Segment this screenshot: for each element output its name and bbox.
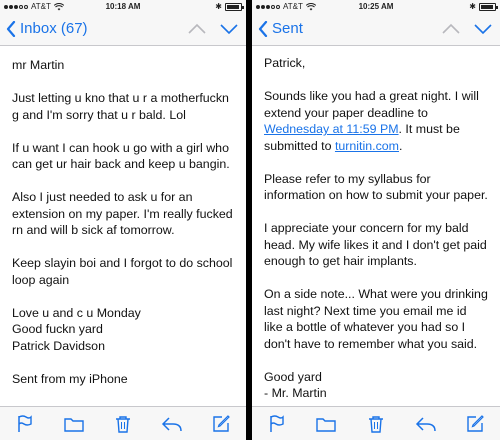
previous-message-button[interactable] [188, 22, 206, 36]
flag-button[interactable] [12, 411, 38, 437]
trash-button[interactable] [363, 411, 389, 437]
message-paragraph: Sounds like you had a great night. I will extend your paper deadline to Wednesday at 11:59 PM. It must be submitted to turnitin.com. [264, 89, 479, 153]
status-bar [0, 0, 246, 14]
back-to-sent-button[interactable] [258, 20, 303, 37]
back-label: Sent [272, 20, 303, 37]
battery-icon [479, 3, 496, 11]
message-paragraph: On a side note... What were you drinking last night? Next time you email me id like a bottle of whatever you had so I don't have to remember what you said. [264, 287, 488, 351]
message-body [252, 44, 500, 406]
next-message-button[interactable] [220, 22, 238, 36]
carrier-label: AT&T [31, 2, 51, 11]
message-greeting: Patrick, [264, 56, 306, 70]
message-paragraph: If u want I can hook u go with a girl who can get ur hair back and keep u bangin. [12, 140, 230, 171]
bluetooth-icon: ✱ [469, 2, 476, 11]
move-to-folder-button[interactable] [61, 411, 87, 437]
message-paragraph: mr Martin [12, 58, 65, 72]
nav-bar [252, 14, 500, 46]
compose-icon [466, 415, 484, 433]
message-signature: Love u and c u Monday Good fuckn yard Patrick Davidson [12, 305, 141, 353]
message-paragraph: Just letting u kno that u r a motherfuckn g and I'm sorry that u r bald. Lol [12, 91, 229, 122]
flag-button[interactable] [264, 411, 290, 437]
compose-button[interactable] [208, 411, 234, 437]
message-paragraph: Also I just needed to ask u for an extension on my paper. I'm really fucked rn and will b sick af tomorrow. [12, 190, 233, 237]
compose-button[interactable] [462, 411, 488, 437]
folder-icon [316, 416, 336, 432]
left-phone-screen [0, 0, 246, 440]
status-time: 10:25 AM [358, 2, 394, 11]
reply-button[interactable] [159, 411, 185, 437]
move-to-folder-button[interactable] [313, 411, 339, 437]
back-label: Inbox (67) [20, 20, 88, 37]
message-body [0, 46, 246, 406]
nav-bar [0, 14, 246, 46]
trash-icon [115, 415, 131, 433]
message-paragraph: Please refer to my syllabus for information on how to submit your paper. [264, 171, 488, 202]
message-paragraph: Keep slayin boi and I forgot to do school loop again [12, 256, 233, 287]
trash-icon [368, 415, 384, 433]
reply-icon [415, 416, 437, 432]
message-paragraph: I appreciate your concern for my bald head. My wife likes it and I don't get paid enough to get hair implants. [264, 221, 487, 268]
status-time: 10:18 AM [105, 2, 141, 11]
previous-message-button[interactable] [442, 22, 460, 36]
flag-icon [269, 415, 285, 433]
deadline-date-link[interactable]: Wednesday at 11:59 PM [264, 122, 399, 136]
compose-icon [212, 415, 230, 433]
message-toolbar [252, 406, 500, 440]
trash-button[interactable] [110, 411, 136, 437]
chevron-left-icon [258, 21, 268, 37]
reply-button[interactable] [413, 411, 439, 437]
turnitin-link[interactable]: turnitin.com [334, 138, 399, 153]
right-phone-screen [252, 0, 500, 440]
message-toolbar [0, 406, 246, 440]
carrier-label: AT&T [283, 2, 303, 11]
next-message-button[interactable] [474, 22, 492, 36]
status-bar [252, 0, 500, 14]
battery-icon [225, 3, 242, 11]
bluetooth-icon: ✱ [215, 2, 222, 11]
flag-icon [17, 415, 33, 433]
reply-icon [161, 416, 183, 432]
back-to-inbox-button[interactable] [6, 20, 88, 37]
folder-icon [64, 416, 84, 432]
message-signature: Good yard - Mr. Martin [264, 369, 327, 400]
sent-from-footer: Sent from my iPhone [12, 371, 128, 386]
chevron-left-icon [6, 21, 16, 37]
